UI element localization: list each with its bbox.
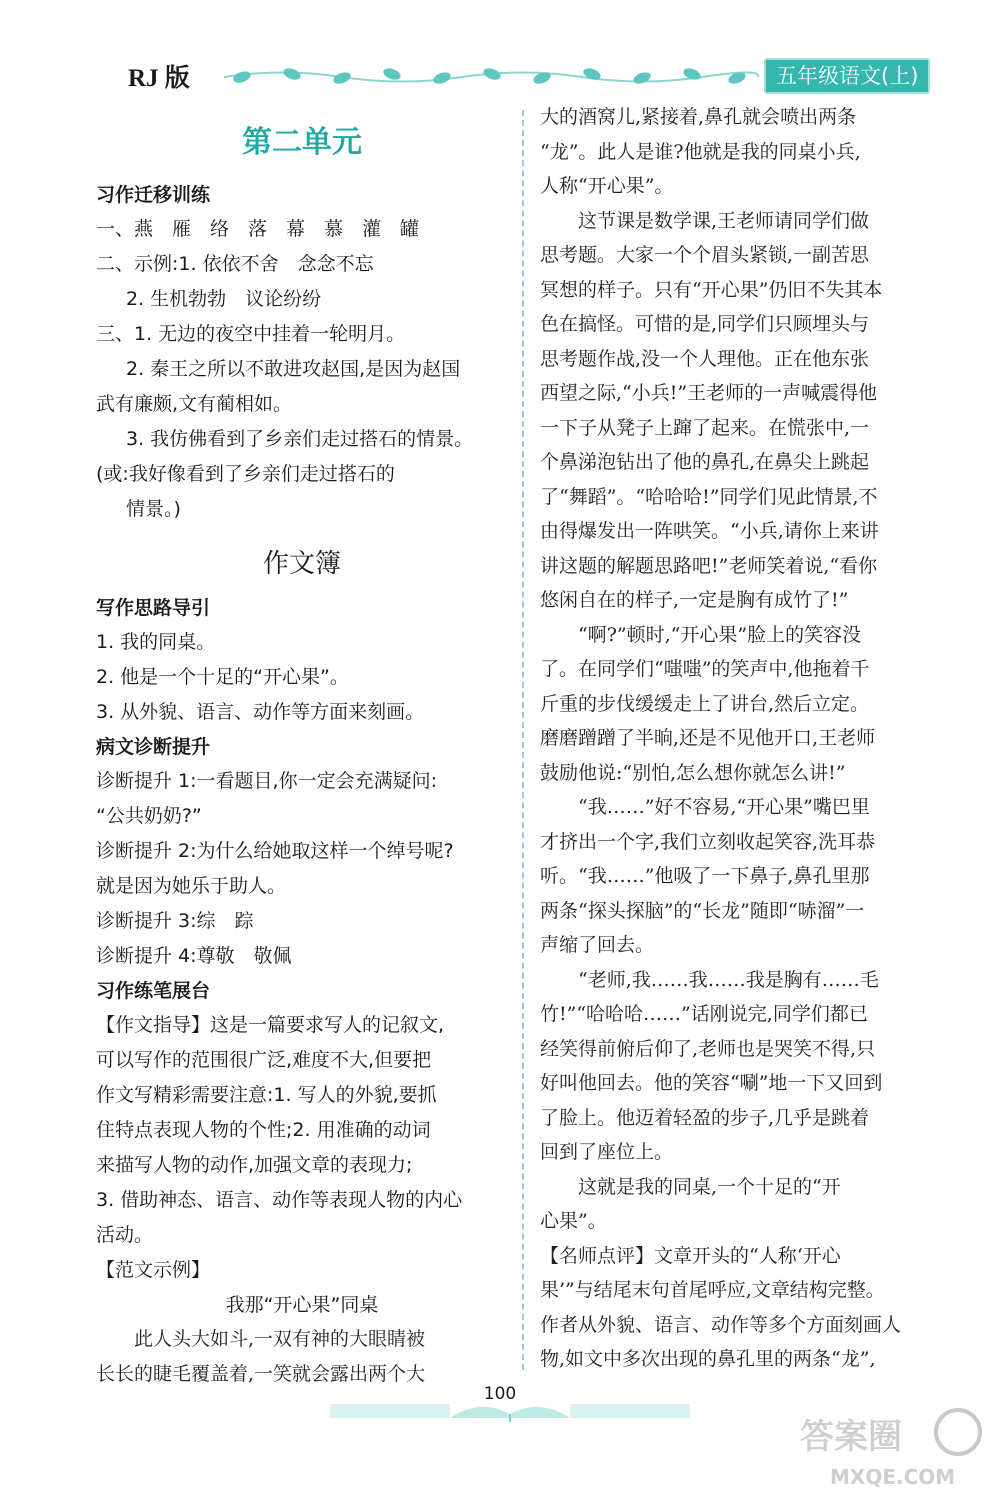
article-line: 此人头大如斗,一双有神的大眼睛被: [134, 1328, 426, 1350]
guide-line: 【作文指导】这是一篇要求写人的记叙文,: [96, 1014, 445, 1036]
article-line: 了“舞蹈”。“哈哈哈!”同学们见此情景,不: [540, 485, 878, 508]
grade-tag: 五年级语文(上): [764, 58, 930, 94]
article-line: 鼓励他说:“别怕,怎么想你就怎么讲!”: [540, 761, 846, 784]
answer-line: 情景。): [126, 498, 181, 520]
article-line: “龙”。此人是谁?他就是我的同桌小兵,: [540, 140, 861, 163]
article-line: 人称“开心果”。: [540, 175, 674, 197]
guide-line: 3. 借助神态、语言、动作等表现人物的内心: [96, 1189, 463, 1211]
answer-line: 诊断提升 1:一看题目,你一定会充满疑问:: [96, 770, 437, 792]
guide-line: 活动。: [96, 1224, 154, 1246]
answer-watermark-logo: [790, 1404, 990, 1494]
article-line: 讲这题的解题思路吧!”老师笑着说,“看你: [540, 554, 878, 577]
answer-line: 二、示例:1. 依依不舍 念念不忘: [96, 253, 374, 275]
watermark-url: MXQE.COM: [830, 1465, 956, 1489]
right-column: [540, 100, 952, 1377]
article-line: “我……”好不容易,“开心果”嘴巴里: [578, 796, 870, 818]
guide-line: 来描写人物的动作,加强文章的表现力;: [96, 1154, 413, 1176]
article-line: 思考题。大家一个个眉头紧锁,一副苦思: [540, 244, 870, 266]
section-title: 作文簿: [262, 549, 341, 579]
article-line: 西望之际,“小兵!”王老师的一声喊震得他: [540, 382, 878, 404]
leaf-vine-decoration: [222, 64, 760, 90]
article-line: 一下子从凳子上蹿了起来。在慌张中,一: [540, 416, 870, 439]
answer-line: “公共奶奶?”: [96, 805, 202, 827]
article-line: 这就是我的同桌,一个十足的“开: [578, 1175, 841, 1198]
answer-line: 武有廉颇,文有蔺相如。: [96, 393, 293, 415]
answer-line: 3. 我仿佛看到了乡亲们走过搭石的情景。: [126, 428, 474, 450]
answer-line: 2. 生机勃勃 议论纷纷: [126, 288, 322, 310]
article-line: 磨磨蹭蹭了半晌,还是不见他开口,王老师: [540, 727, 876, 749]
answer-line: 诊断提升 2:为什么给她取这样一个绰号呢?: [96, 840, 454, 862]
section-heading: 习作练笔展台: [96, 980, 211, 1002]
answer-line: 就是因为她乐于助人。: [96, 875, 287, 897]
article-line: 斤重的步伐缓缓走上了讲台,然后立定。: [540, 692, 870, 715]
comment-line: 【名师点评】文章开头的“人称‘开心: [540, 1244, 841, 1267]
answer-line: 2. 秦王之所以不敢进攻赵国,是因为赵国: [126, 358, 461, 380]
guide-line: 可以写作的范围很广泛,难度不大,但要把: [96, 1049, 432, 1071]
article-line: 这节课是数学课,王老师请同学们做: [578, 209, 870, 232]
article-line: 了脸上。他迈着轻盈的步子,几乎是跳着: [540, 1106, 870, 1129]
comment-line: 果’”与结尾末句首尾呼应,文章结构完整。: [540, 1279, 885, 1301]
article-line: 冥想的样子。只有“开心果”仍旧不失其本: [540, 278, 883, 301]
guide-line: 住特点表现人物的个性;2. 用准确的动词: [96, 1119, 431, 1141]
left-column: [96, 118, 508, 1391]
article-line: “老师,我……我……我是胸有……毛: [578, 968, 879, 991]
page-number: 100: [483, 1384, 517, 1404]
answer-line: 1. 我的同桌。: [96, 631, 216, 653]
answer-line: 3. 从外貌、语言、动作等方面来刻画。: [96, 701, 425, 723]
article-line: 两条“探头探脑”的“长龙”随即“哧溜”一: [540, 899, 865, 922]
article-line: “啊?”顿时,“开心果”脸上的笑容没: [578, 623, 862, 646]
article-line: 经笑得前俯后仰了,老师也是哭笑不得,只: [540, 1037, 876, 1060]
answer-line: 一、燕 雁 络 落 幕 慕 灌 罐: [96, 218, 420, 240]
section-heading: 病文诊断提升: [96, 736, 211, 758]
answer-line: 2. 他是一个十足的“开心果”。: [96, 666, 349, 688]
watermark-text: 答案圈: [800, 1417, 902, 1457]
answer-line: 三、1. 无边的夜空中挂着一轮明月。: [96, 323, 406, 345]
column-divider: [522, 110, 524, 1370]
article-line: 竹!”“哈哈哈……”话刚说完,同学们都已: [540, 1003, 868, 1025]
article-line: 回到了座位上。: [540, 1141, 674, 1163]
article-line: 色在搞怪。可惜的是,同学们只顾埋头与: [540, 313, 870, 335]
article-line: 声缩了回去。: [540, 934, 655, 956]
comment-line: 作者从外貌、语言、动作等多个方面刻画人: [540, 1313, 902, 1336]
example-label: 【范文示例】: [96, 1259, 211, 1281]
article-line: 听。“我……”他吸了一下鼻子,鼻孔里那: [540, 865, 870, 887]
article-line: 了。在同学们“嗤嗤”的笑声中,他拖着千: [540, 658, 870, 680]
article-line: 由得爆发出一阵哄笑。“小兵,请你上来讲: [540, 520, 879, 542]
answer-line: 诊断提升 3:综 踪: [96, 910, 254, 932]
article-line: 个鼻涕泡钻出了他的鼻孔,在鼻尖上跳起: [540, 451, 870, 473]
article-line: 悠闲自在的样子,一定是胸有成竹了!”: [540, 589, 849, 611]
article-line: 长长的睫毛覆盖着,一笑就会露出两个大: [96, 1362, 426, 1385]
article-line: 才挤出一个字,我们立刻收起笑容,洗耳恭: [540, 830, 876, 853]
page-header: [0, 52, 1000, 102]
article-line: 心果”。: [540, 1210, 607, 1232]
edition-label: RJ 版: [128, 65, 190, 92]
unit-title: 第二单元: [242, 125, 362, 160]
article-line: 好叫他回去。他的笑容“唰”地一下又回到: [540, 1072, 883, 1094]
guide-line: 作文写精彩需要注意:1. 写人的外貌,要抓: [96, 1084, 437, 1106]
article-line: 大的酒窝儿,紧接着,鼻孔就会喷出两条: [540, 106, 857, 128]
answer-line: (或:我好像看到了乡亲们走过搭石的: [96, 463, 395, 485]
article-title: 我那“开心果”同桌: [225, 1294, 379, 1316]
comment-line: 物,如文中多次出现的鼻孔里的两条“龙”,: [540, 1348, 876, 1370]
article-line: 思考题作战,没一个人理他。正在他东张: [540, 347, 870, 370]
section-heading: 习作迁移训练: [96, 184, 211, 206]
section-heading: 写作思路导引: [96, 597, 211, 619]
answer-line: 诊断提升 4:尊敬 敬佩: [96, 945, 292, 967]
